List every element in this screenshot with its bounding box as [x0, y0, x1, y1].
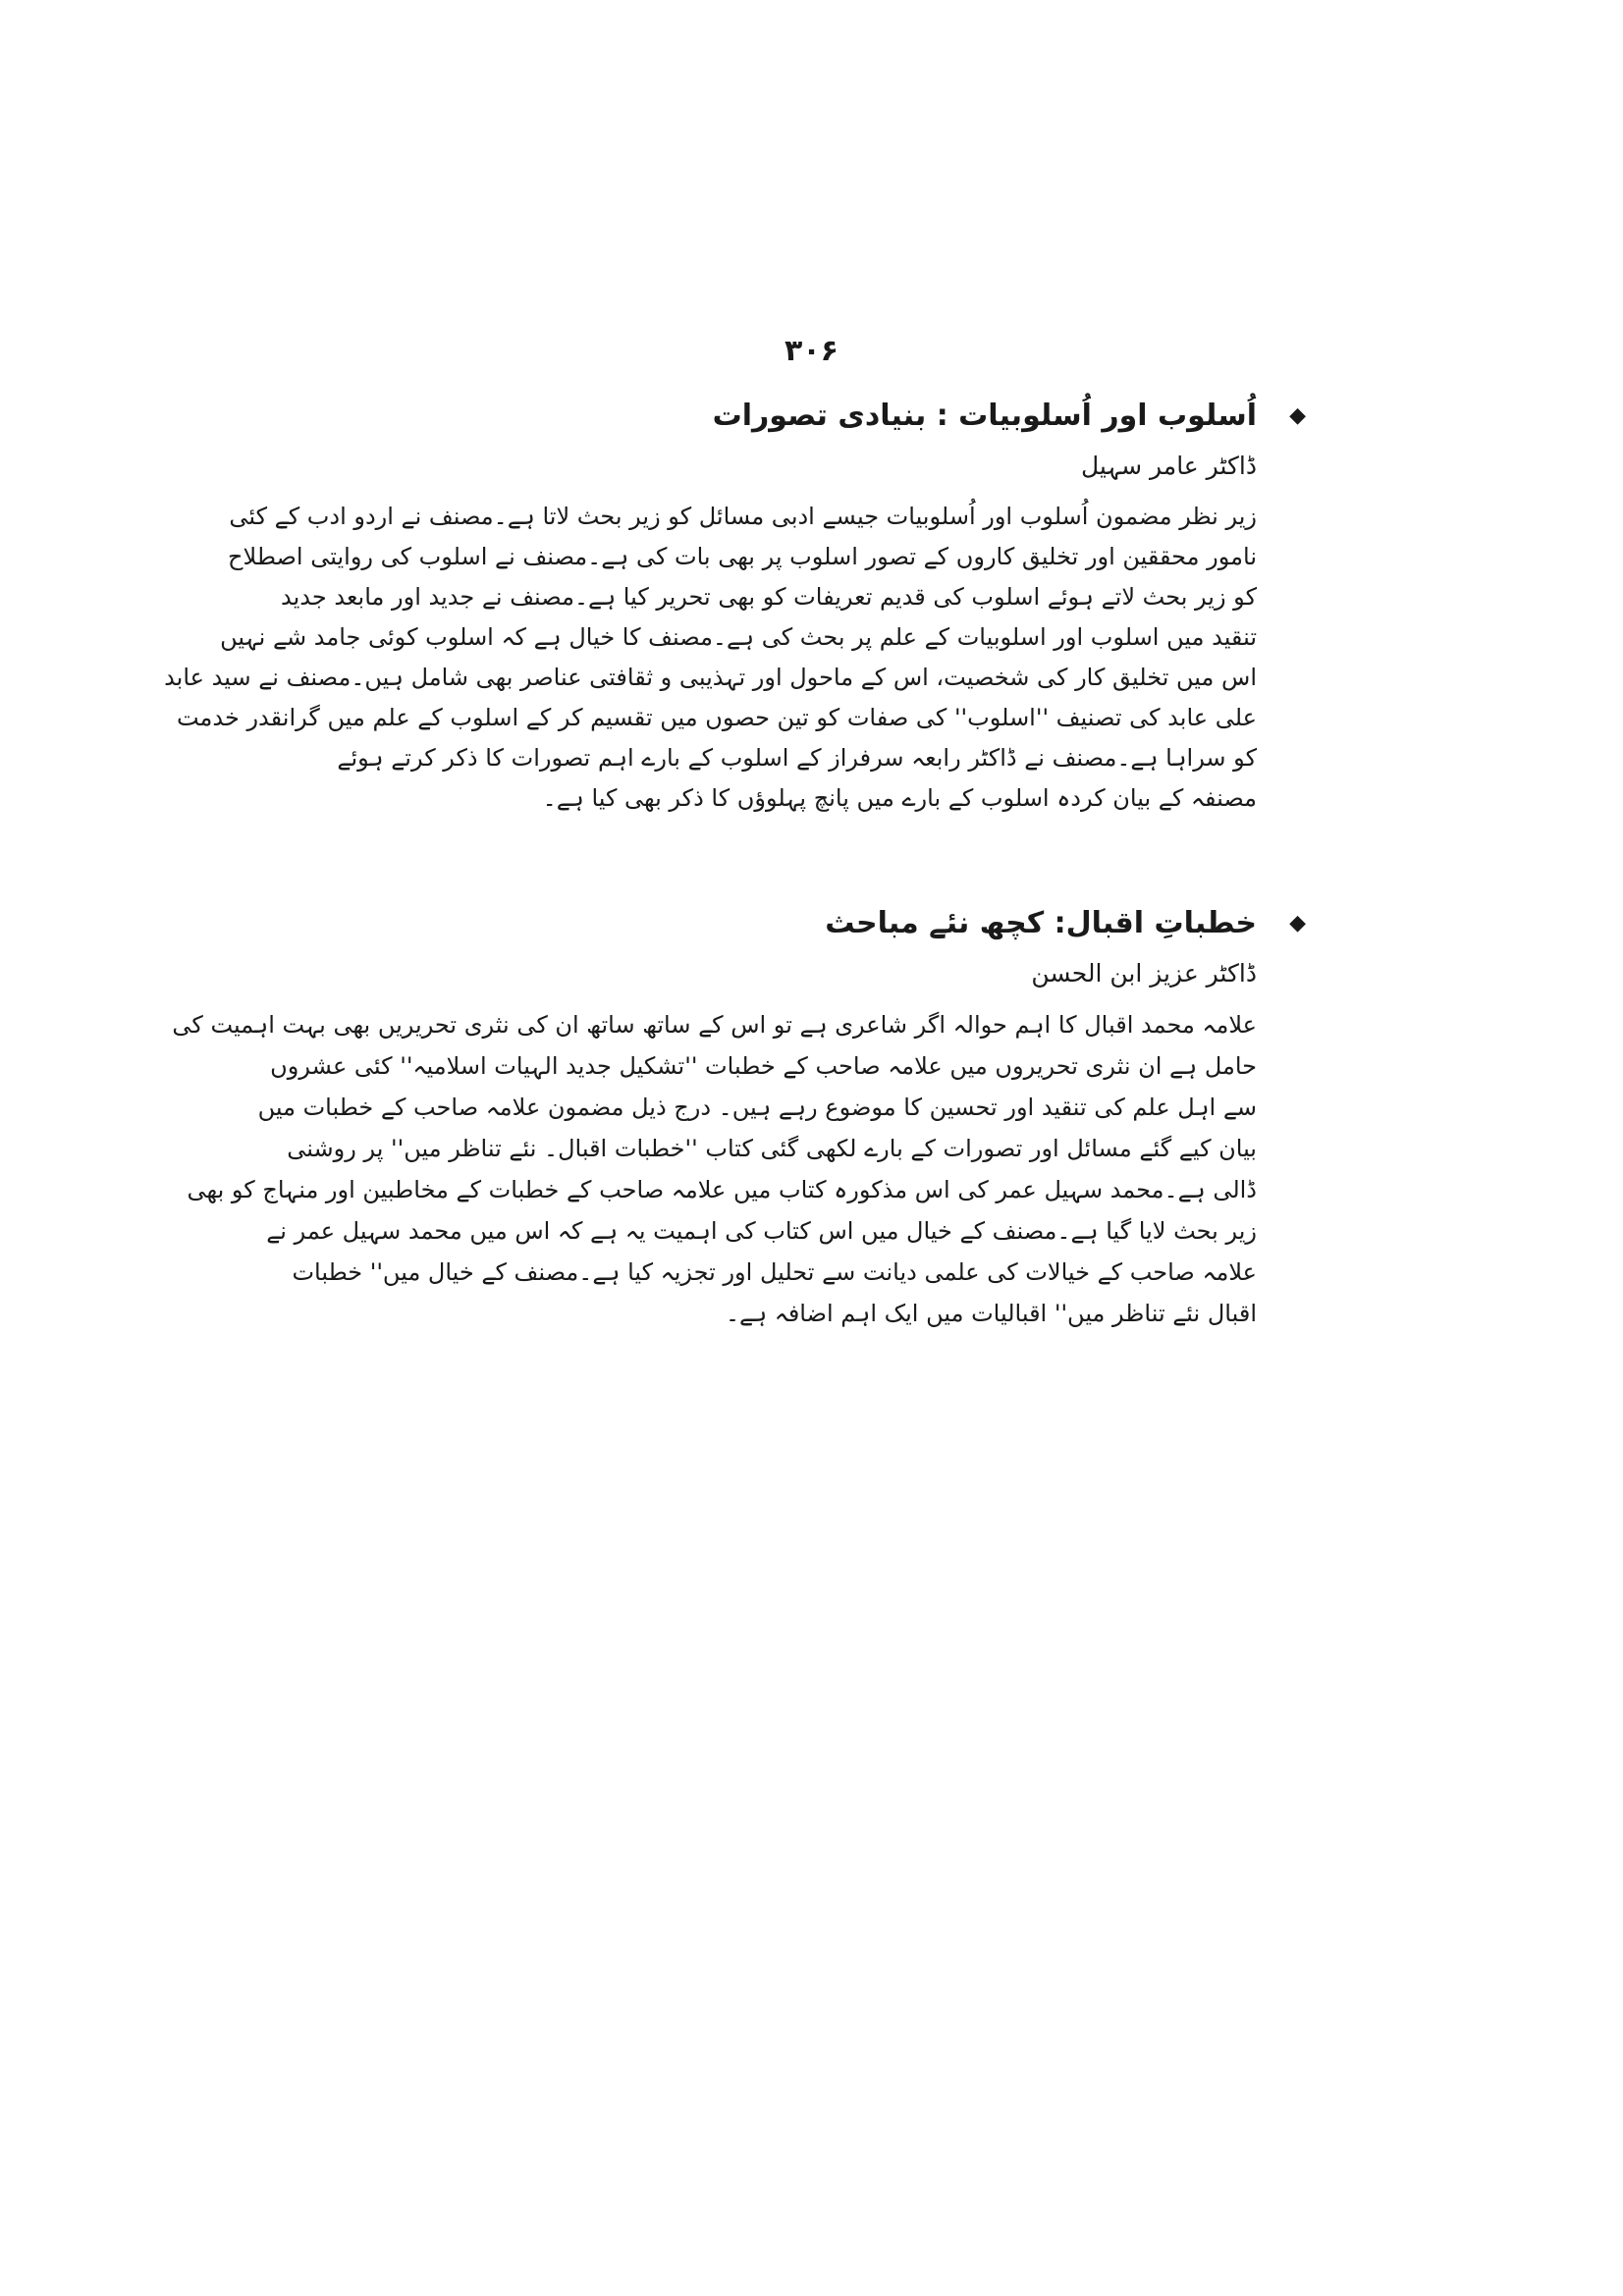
diamond-bullet-icon: ◆: [1289, 403, 1306, 428]
diamond-bullet-icon: ◆: [1289, 911, 1306, 935]
article-author: ڈاکٹر عزیز ابن الحسن: [1031, 959, 1257, 988]
article-title: اُسلوب اور اُسلوبیات : بنیادی تصورات: [712, 399, 1257, 433]
abstract-line: کو سراہا ہے۔مصنف نے ڈاکٹر رابعہ سرفراز کے اسلوب کے بارے اہم تصورات کا ذکر کرتے ہوئے: [337, 744, 1257, 772]
abstract-line: سے اہل علم کی تنقید اور تحسین کا موضوع رہے ہیں۔ درج ذیل مضمون علامہ صاحب کے خطبات میں: [257, 1094, 1257, 1121]
abstract-line: بیان کیے گئے مسائل اور تصورات کے بارے لکھی گئی کتاب ''خطبات اقبال۔ نئے تناظر میں'' پر روشنی: [287, 1135, 1257, 1162]
article-title-row: [314, 898, 1306, 949]
abstract-line: علامہ صاحب کے خیالات کی علمی دیانت سے تحلیل اور تجزیہ کیا ہے۔مصنف کے خیال میں'' خطبات: [292, 1258, 1257, 1286]
article-abstract: [172, 1004, 1306, 1334]
article-title-row: [314, 391, 1306, 442]
abstract-line: نامور محققین اور تخلیق کاروں کے تصور اسلوب پر بھی بات کی ہے۔مصنف نے اسلوب کی روایتی اصطلاح: [228, 543, 1257, 570]
article-title: خطباتِ اقبال: کچھ نئے مباحث: [825, 906, 1257, 940]
abstract-line: اقبال نئے تناظر میں'' اقبالیات میں ایک اہم اضافہ ہے۔: [725, 1300, 1257, 1327]
abstract-line: حامل ہے ان نثری تحریروں میں علامہ صاحب کے خطبات ''تشکیل جدید الہیات اسلامیہ'' کئی عشروں: [270, 1052, 1257, 1080]
article-author: ڈاکٹر عامر سہیل: [1080, 452, 1257, 480]
article-entry: [164, 391, 1306, 819]
article-entry: [172, 898, 1306, 1334]
page-number: ۳۰۶: [784, 334, 839, 368]
article-abstract: [164, 497, 1306, 819]
abstract-line: مصنفہ کے بیان کردہ اسلوب کے بارے میں پانچ پہلوؤں کا ذکر بھی کیا ہے۔: [542, 784, 1257, 812]
abstract-line: زیر بحث لایا گیا ہے۔مصنف کے خیال میں اس کتاب کی اہمیت یہ ہے کہ اس میں محمد سہیل عمر نے: [266, 1217, 1257, 1245]
abstract-line: کو زیر بحث لاتے ہوئے اسلوب کی قدیم تعریفات کو بھی تحریر کیا ہے۔مصنف نے جدید اور مابعد جدید: [281, 583, 1257, 611]
abstract-line: علی عابد کی تصنیف ''اسلوب'' کی صفات کو تین حصوں میں تقسیم کر کے اسلوب کے علم میں گرانقدر خدمت: [176, 704, 1257, 731]
abstract-line: اس میں تخلیق کار کی شخصیت، اس کے ماحول اور تہذیبی و ثقافتی عناصر بھی شامل ہیں۔مصنف نے سید عابد: [164, 664, 1257, 691]
abstract-line: علامہ محمد اقبال کا اہم حوالہ اگر شاعری ہے تو اس کے ساتھ ساتھ ان کی نثری تحریریں بھی بہت اہمیت کی: [172, 1011, 1257, 1039]
abstract-line: ڈالی ہے۔محمد سہیل عمر کی اس مذکورہ کتاب میں علامہ صاحب کے خطبات کے مخاطبین اور منہاج کو بھی: [187, 1176, 1257, 1203]
abstract-line: زیر نظر مضمون اُسلوب اور اُسلوبیات جیسے ادبی مسائل کو زیر بحث لاتا ہے۔مصنف نے اردو ادب کے کئی: [229, 503, 1257, 530]
abstract-line: تنقید میں اسلوب اور اسلوبیات کے علم پر بحث کی ہے۔مصنف کا خیال ہے کہ اسلوب کوئی جامد شے نہیں: [220, 623, 1257, 651]
